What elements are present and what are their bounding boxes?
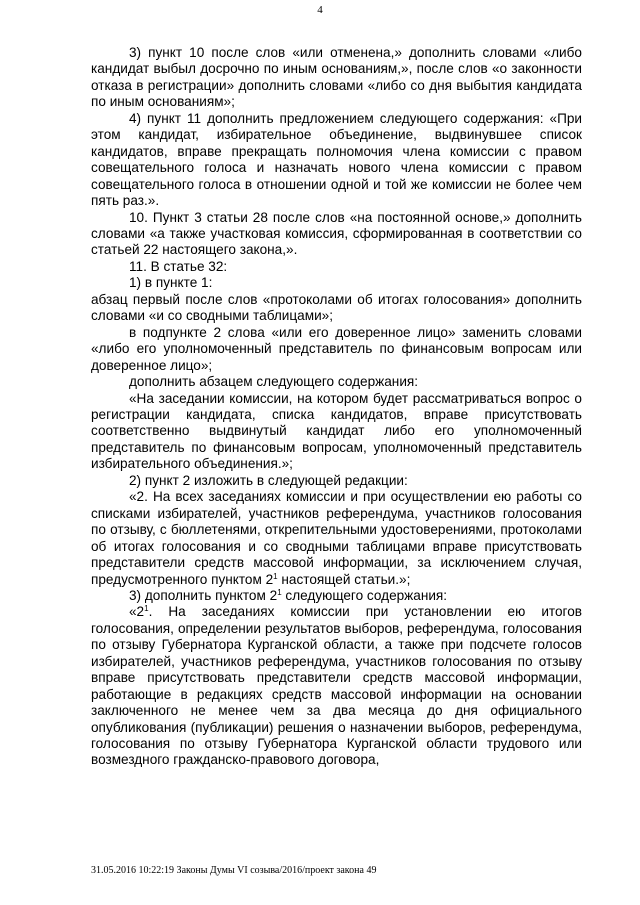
paragraph: 10. Пункт 3 статьи 28 после слов «на постоянной основе,» дополнить словами «а также участковая комиссия, сформированная в соответствии со статьей 22 настоящего закона,».	[91, 209, 582, 258]
paragraph: дополнить абзацем следующего содержания:	[129, 374, 419, 390]
paragraph: «$2^1$. На заседаниях комиссии при установлении ею итогов голосования, определении результатов выборов, референдума, голосования по отзыву Губернатора Курганской области, а также при подсчете голосов избирателей, участников референдума, участников голосования по отзыву вправе присутствовать представители средств массовой информации, работающие в редакциях средств массовой информации на основании заключенного не менее чем за два месяца до дня официального опубликования (публикации) решения о назначении выборов, референдума, голосования по отзыву Губернатора Курганской области трудового или возмездного гражданско-правового договора,	[91, 604, 582, 768]
paragraph: 1) в пункте 1:	[129, 275, 213, 291]
superscript: 1	[273, 571, 278, 581]
paragraph: в подпункте 2 слова «или его доверенное лицо» заменить словами «либо его уполномоченный представитель по финансовым вопросам или доверенное лицо»;	[91, 324, 582, 373]
paragraph: 4) пункт 11 дополнить предложением следующего содержания: «При этом кандидат, избирательное объединение, выдвинувшее список кандидатов, вправе прекращать полномочия члена комиссии с правом совещательного голоса и назначать нового члена комиссии с правом совещательного голоса в отношении одной и той же комиссии не более чем пять раз.».	[91, 110, 582, 209]
paragraph: «На заседании комиссии, на котором будет рассматриваться вопрос о регистрации кандидата, списка кандидатов, вправе присутствовать соответственно выдвинутый кандидат либо его уполномоченный представитель по финансовым вопросам, уполномоченный представитель избирательного объединения.»;	[91, 390, 582, 472]
paragraph: 3) дополнить пунктом $2^1$ следующего содержания:	[129, 587, 448, 603]
paragraph: 2) пункт 2 изложить в следующей редакции:	[129, 472, 408, 488]
document-body	[91, 45, 582, 769]
superscript: 1	[277, 587, 282, 597]
paragraph: абзац первый после слов «протоколами об итогах голосования» дополнить словами «и со сводными таблицами»;	[91, 291, 582, 324]
paragraph: 3) пункт 10 после слов «или отменена,» дополнить словами «либо кандидат выбыл досрочно по иным основаниям,», после слов «о законности отказа в регистрации» дополнить словами «либо со дня выбытия кандидата по иным основаниям»;	[91, 45, 582, 110]
paragraph: 11. В статье 32:	[129, 258, 228, 274]
superscript: 1	[144, 604, 149, 614]
paragraph: «2. На всех заседаниях комиссии и при осуществлении ею работы со списками избирателей, участников референдума, участников голосования по отзыву, с бюллетенями, открепительными удостоверениями, протоколами об итогах голосования и со сводными таблицами вправе присутствовать представители средств массовой информации, за исключением случая, предусмотренного пунктом $2^1$ настоящей статьи.»;	[91, 489, 582, 587]
document-footer: 31.05.2016 10:22:19 Законы Думы VI созыва/2016/проект закона 49	[91, 865, 377, 876]
page-number: 4	[317, 4, 323, 16]
